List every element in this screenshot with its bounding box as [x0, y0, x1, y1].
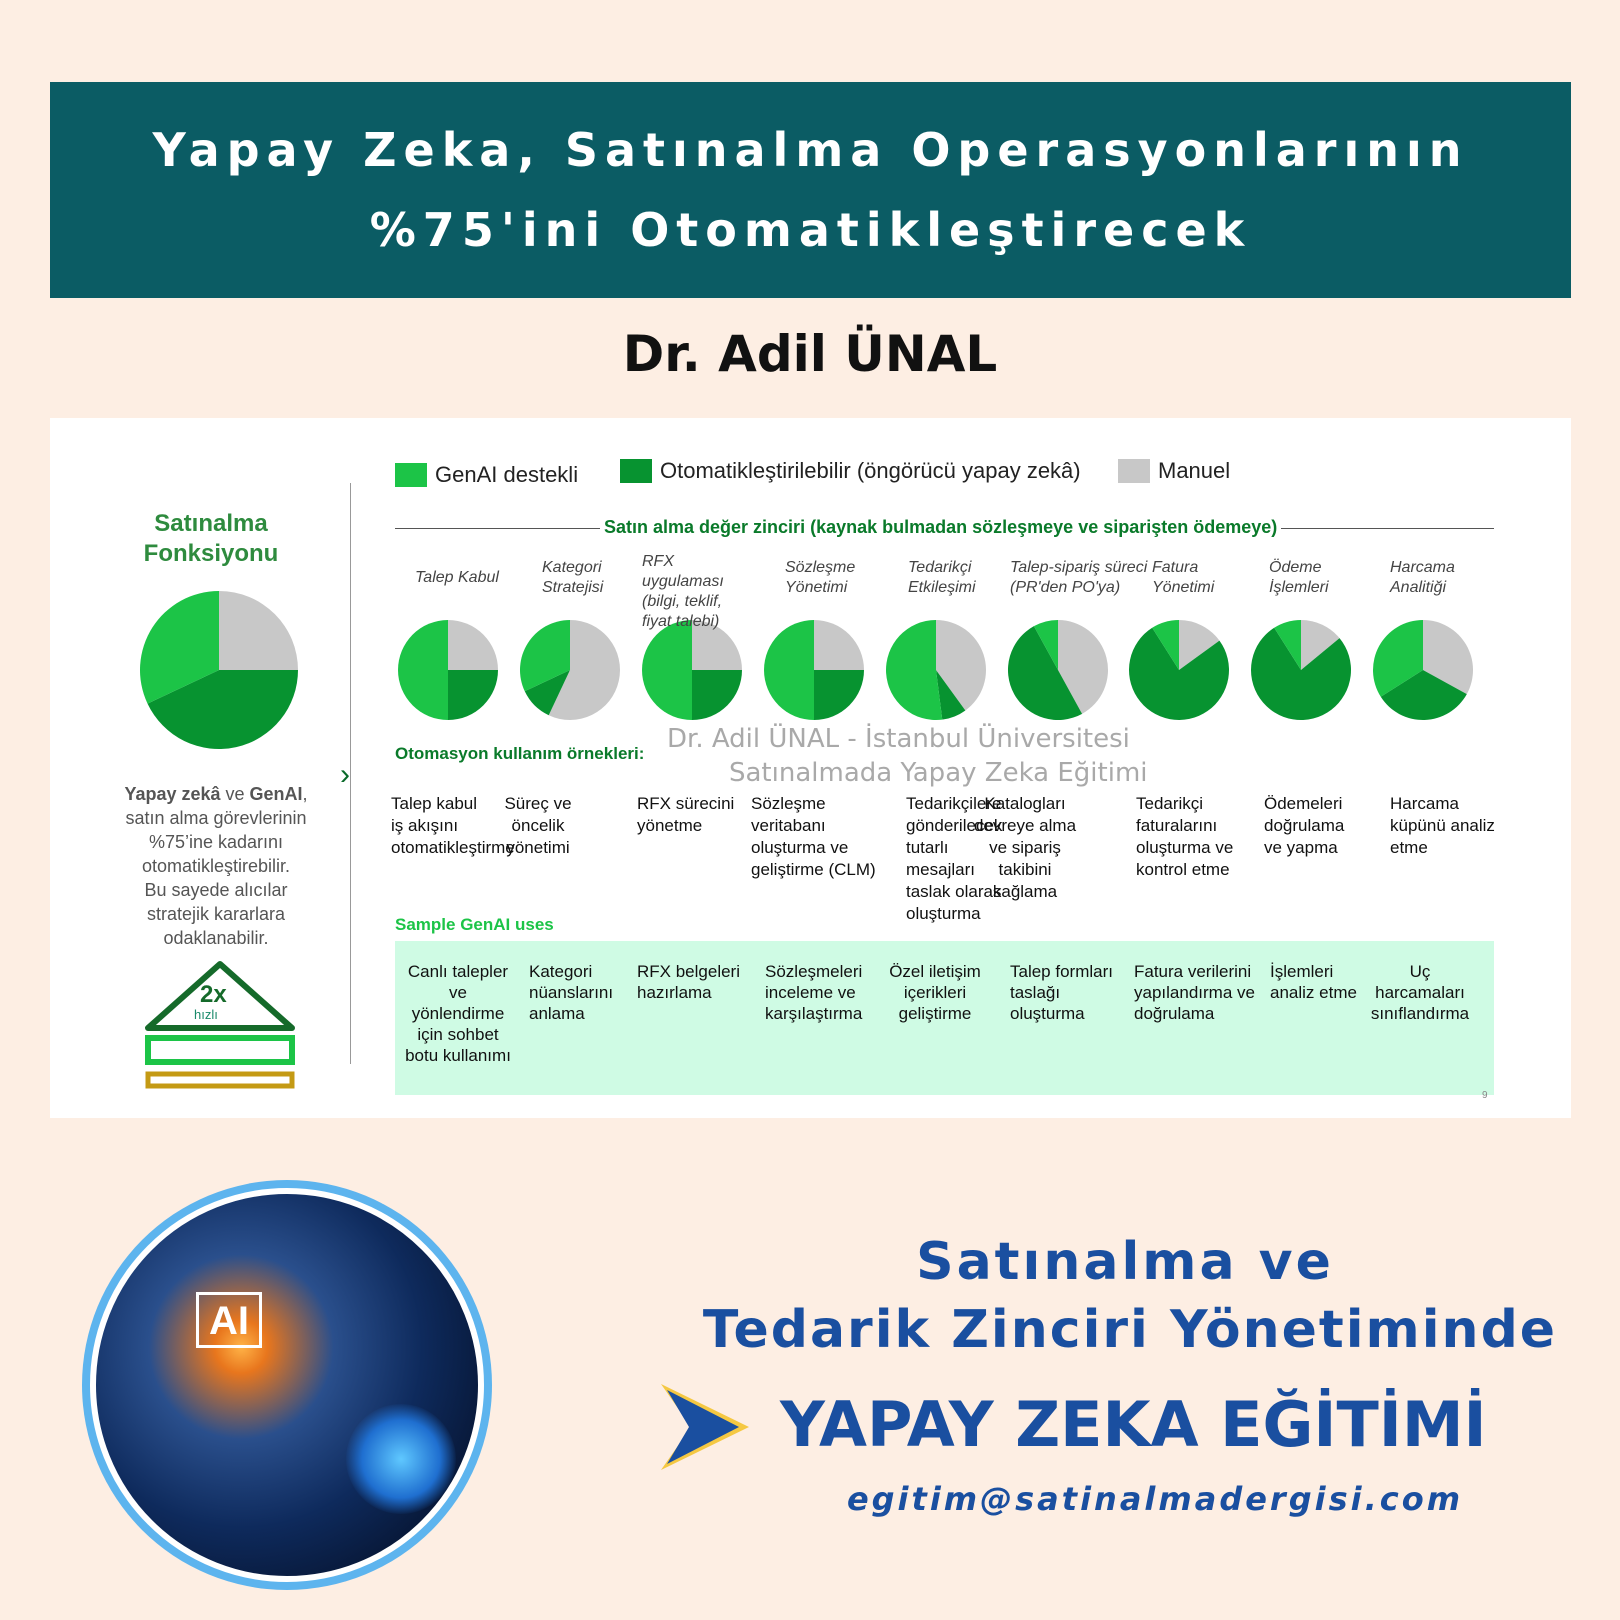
summary-bold: GenAI — [249, 784, 303, 804]
legend-manual — [1118, 458, 1230, 484]
automation-example: Süreç ve öncelik yönetimi — [504, 794, 572, 857]
stage-pie-slice-genai — [764, 620, 814, 720]
automation-example: Talep kabul iş akışını otomatikleştirme — [391, 794, 515, 857]
legend-swatch — [1118, 459, 1150, 483]
badge-label: hızlı — [194, 1007, 218, 1022]
stage-pie-chart — [763, 619, 865, 721]
overall-pie-slice-manual — [219, 591, 298, 670]
genai-example: Uç harcamaları sınıflandırma — [1370, 962, 1470, 1023]
automation-example: Tedarikçi faturalarını oluşturma ve kontrol etme — [1136, 794, 1234, 879]
stage-pie-slice-manual — [814, 620, 864, 670]
badge-value: 2x — [200, 981, 227, 1008]
automation-example: Ödemeleri doğrulama ve yapma — [1264, 794, 1345, 857]
stage-label: Kategori Stratejisi — [542, 559, 604, 596]
stage-pie-chart — [1007, 619, 1109, 721]
stage-pie-chart — [885, 619, 987, 721]
stage-pie-chart — [1250, 619, 1352, 721]
stage-pie-chart — [1128, 619, 1230, 721]
stage-label: Sözleşme Yönetimi — [785, 559, 856, 596]
genai-example: RFX belgeleri hazırlama — [637, 962, 740, 1002]
footer-line-1: Satınalma ve — [916, 1232, 1334, 1292]
globe-icon — [346, 1404, 456, 1514]
ai-chip-icon: AI — [196, 1292, 262, 1348]
watermark-line-2: Satınalmada Yapay Zeka Eğitimi — [729, 758, 1148, 788]
genai-example: Canlı talepler ve yönlendirme için sohbet botu kullanımı — [405, 962, 511, 1065]
ai-image-frame — [82, 1180, 492, 1590]
stage-pie-slice-genai — [886, 620, 942, 720]
genai-example: Talep formları taslağı oluşturma — [1010, 962, 1113, 1023]
function-title — [111, 509, 311, 569]
author-name: Dr. Adil ÜNAL — [622, 325, 998, 383]
ai-image — [90, 1188, 484, 1582]
stage-label: Talep-sipariş süreci (PR'den PO'ya) — [1010, 559, 1148, 596]
stage-pie-chart — [1372, 619, 1474, 721]
genai-example: Özel iletişim içerikleri geliştirme — [889, 962, 981, 1023]
stage-pie-chart — [641, 619, 743, 721]
page-number: 9 — [1482, 1090, 1488, 1101]
stage-pie-slice-manual — [448, 620, 498, 670]
legend-label: Otomatikleştirilebilir (öngörücü yapay zekâ) — [660, 458, 1081, 483]
genai-example: Sözleşmeleri inceleme ve karşılaştırma — [765, 962, 863, 1023]
legend-genai — [395, 462, 578, 488]
overall-pie-chart — [139, 590, 299, 750]
title-line-1: Yapay Zeka, Satınalma Operasyonlarının — [152, 123, 1469, 177]
title-line-2: %75'ini Otomatikleştirecek — [369, 203, 1252, 257]
summary-text-part: ve — [220, 784, 250, 804]
stage-pie-slice-automatable — [448, 670, 498, 720]
stage-label: Harcama Analitiği — [1390, 559, 1455, 596]
legend-label: Manuel — [1158, 458, 1231, 483]
genai-example: Fatura verilerini yapılandırma ve doğrulama — [1134, 962, 1255, 1023]
legend-swatch — [395, 463, 427, 487]
stage-label: Tedarikçi Etkileşimi — [908, 559, 976, 596]
stage-label: RFX uygulaması (bilgi, teklif, fiyat talebi) — [642, 553, 724, 630]
legend-label: GenAI destekli — [435, 462, 579, 487]
legend-automatable — [620, 458, 1081, 484]
stage-pie-slice-automatable — [814, 670, 864, 720]
automation-example: Katalogları devreye alma ve sipariş takibini sağlama — [973, 794, 1077, 901]
stage-label: Ödeme İşlemleri — [1269, 559, 1329, 596]
stage-pie-slice-genai — [398, 620, 448, 720]
automation-example: Tedarikçilere gönderilecek tutarlı mesajları taslak olarak oluşturma — [906, 794, 1003, 923]
summary-text-part: , satın alma görevlerinin %75’ine kadarını otomatikleştirebilir. Bu sayede alıcılar stratejik kararlara odaklanabilir. — [125, 784, 308, 948]
footer-line-2: Tedarik Zinciri Yönetiminde — [702, 1300, 1558, 1360]
automation-title: Otomasyon kullanım örnekleri: — [395, 744, 645, 763]
chevron-right-icon: › — [340, 758, 350, 791]
summary-bold: Yapay zekâ — [124, 784, 221, 804]
divider — [350, 483, 351, 1064]
stage-label: Talep Kabul — [415, 569, 499, 586]
function-title-line: Satınalma — [154, 510, 268, 537]
summary-text — [96, 782, 336, 950]
legend-swatch — [620, 459, 652, 483]
stage-pie-chart — [519, 619, 621, 721]
title-banner — [50, 82, 1571, 298]
genai-example: Kategori nüanslarını anlama — [529, 962, 614, 1023]
function-title-line: Fonksiyonu — [143, 540, 279, 567]
automation-example: Sözleşme veritabanı oluşturma ve geliştirme (CLM) — [751, 794, 876, 879]
stage-pie-slice-automatable — [692, 670, 742, 720]
stage-pie-chart — [397, 619, 499, 721]
stage-label: Fatura Yönetimi — [1152, 559, 1215, 596]
watermark-line-1: Dr. Adil ÜNAL - İstanbul Üniversitesi — [667, 724, 1130, 754]
genai-title: Sample GenAI uses — [395, 915, 554, 934]
automation-example: RFX sürecini yönetme — [637, 794, 735, 835]
footer-line-3: YAPAY ZEKA EĞİTİMİ — [780, 1388, 1487, 1461]
arrow-logo-icon — [661, 1384, 751, 1470]
contact-email: egitim@satinalmadergisi.com — [846, 1480, 1464, 1518]
value-chain-title: Satın alma değer zinciri (kaynak bulmadan sözleşmeye ve siparişten ödemeye) — [600, 517, 1281, 538]
automation-example: Harcama küpünü analiz etme — [1390, 794, 1495, 857]
stage-pie-slice-genai — [642, 620, 692, 720]
genai-example: İşlemleri analiz etme — [1270, 962, 1357, 1002]
